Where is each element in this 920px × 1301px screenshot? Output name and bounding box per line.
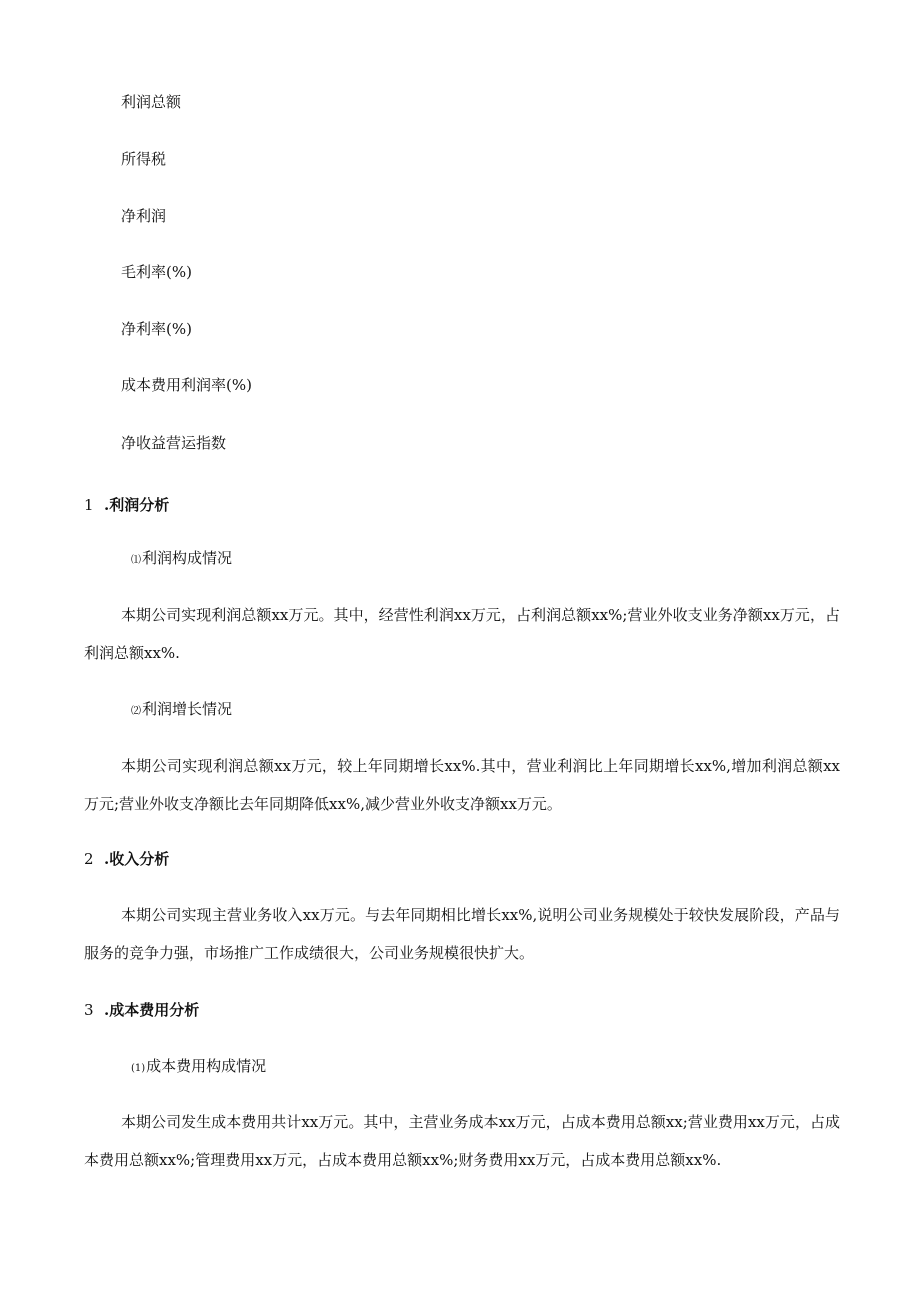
subsection-marker: ⑴ [131,555,141,566]
metric-item: 净收益营运指数 [121,434,227,452]
subsection-heading-profit-composition [131,548,232,571]
subsection-heading-cost-composition [131,1056,266,1079]
section-number: 1 [84,496,94,514]
subsection-title: 成本费用构成情况 [146,1057,267,1075]
section-heading-income [84,849,169,869]
metric-item: 所得税 [121,150,167,168]
paragraph-income: 本期公司实现主营业务收入xx万元。与去年同期相比增长xx%,说明公司业务规模处于较快发展阶段，产品与服务的竞争力强，市场推广工作成绩很大，公司业务规模很快扩大。 [84,906,840,962]
paragraph-profit-composition: 本期公司实现利润总额xx万元。其中，经营性利润xx万元，占利润总额xx%;营业外收支业务净额xx万元，占利润总额xx%. [84,606,840,662]
section-number: 3 [84,1001,94,1019]
metric-item: 净利润 [121,207,167,225]
section-heading-profit [84,495,169,515]
metric-item: 利润总额 [121,93,182,111]
subsection-marker: (1) [131,1063,146,1074]
subsection-heading-profit-growth [131,699,232,722]
section-number: 2 [84,850,94,868]
subsection-title: 利润增长情况 [142,700,233,718]
section-title: .收入分析 [104,850,170,868]
subsection-title: 利润构成情况 [142,549,233,567]
section-title: .成本费用分析 [104,1001,200,1019]
metric-item: 毛利率(%) [121,263,192,281]
section-title: .利润分析 [104,496,170,514]
paragraph-cost-composition: 本期公司发生成本费用共计xx万元。其中，主营业务成本xx万元，占成本费用总额xx;营业费用xx万元，占成本费用总额xx%;管理费用xx万元，占成本费用总额xx%;财务费用xx万元，占成本费用总额xx%. [84,1113,840,1169]
section-heading-cost [84,1000,199,1020]
metric-item: 净利率(%) [121,320,192,338]
subsection-marker: ⑵ [131,706,141,717]
paragraph-profit-growth: 本期公司实现利润总额xx万元，较上年同期增长xx%.其中，营业利润比上年同期增长xx%,增加利润总额xx万元;营业外收支净额比去年同期降低xx%,减少营业外收支净额xx万元。 [84,757,840,813]
metric-item: 成本费用利润率(%) [121,376,252,394]
